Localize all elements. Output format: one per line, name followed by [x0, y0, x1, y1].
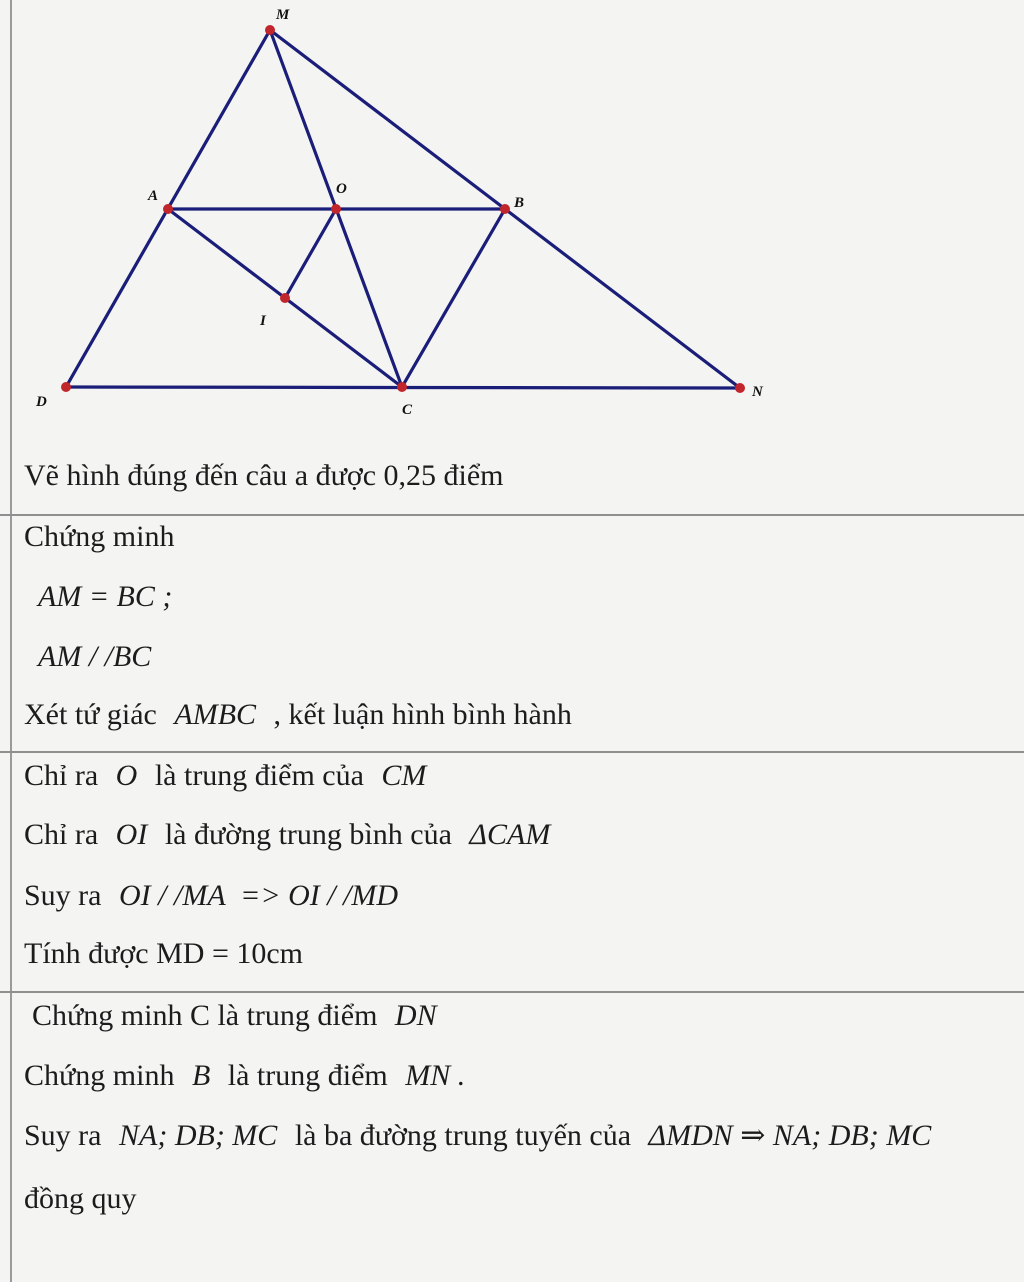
md-length-text: Tính được MD = 10cm [24, 937, 304, 970]
parallel-oi-pre: Suy ra [24, 879, 102, 912]
label-I: I [260, 313, 266, 329]
segment-BC [402, 209, 505, 387]
point-D [61, 382, 71, 392]
equation-am-bc-text: AM = BC ; [38, 580, 173, 613]
point-I [280, 293, 290, 303]
parallel-am-bc-text: AM / /BC [38, 640, 152, 673]
concurrent-line [24, 1181, 137, 1217]
section1-heading-text: Chứng minh [24, 520, 175, 553]
midpoint-o-point: O [115, 759, 138, 792]
section1-heading [24, 519, 174, 555]
midline-oi-line [24, 817, 550, 853]
midpoint-b-mid: là trung điểm [227, 1059, 388, 1092]
midpoint-b-segment: MN . [405, 1059, 466, 1092]
point-A [163, 204, 173, 214]
row-divider [0, 991, 1024, 993]
midpoint-c-line [32, 998, 437, 1034]
medians-line [24, 1118, 931, 1154]
medians-pre: Suy ra [24, 1119, 102, 1152]
geometry-figure [0, 0, 800, 430]
point-N [735, 383, 745, 393]
label-A: A [148, 188, 159, 204]
quadrilateral-conclusion [24, 697, 572, 733]
midline-oi-pre: Chỉ ra [24, 818, 99, 851]
medians-triangle: ΔMDN ⇒ NA; DB; MC [648, 1119, 932, 1152]
medians-lines: NA; DB; MC [119, 1119, 278, 1152]
midpoint-o-pre: Chỉ ra [24, 759, 99, 792]
row-divider [0, 514, 1024, 516]
quadrilateral-pre: Xét tứ giác [24, 698, 157, 731]
label-C: C [402, 402, 413, 418]
concurrent-text: đồng quy [24, 1182, 137, 1215]
quadrilateral-post: , kết luận hình bình hành [273, 698, 572, 731]
md-length-line [24, 936, 303, 972]
label-M: M [276, 7, 290, 23]
medians-mid: là ba đường trung tuyến của [294, 1119, 632, 1152]
quadrilateral-name: AMBC [174, 698, 257, 731]
label-D: D [36, 394, 47, 410]
parallel-oi-math: OI / /MA => OI / /MD [119, 879, 399, 912]
midpoint-b-point: B [191, 1059, 211, 1092]
label-B: B [514, 195, 525, 211]
midpoint-b-pre: Chứng minh [24, 1059, 175, 1092]
parallel-am-bc [38, 639, 151, 675]
figure-score-text: Vẽ hình đúng đến câu a được 0,25 điểm [24, 459, 504, 492]
point-M [265, 25, 275, 35]
point-O [331, 204, 341, 214]
parallel-oi-line [24, 878, 398, 914]
segment-OI [285, 209, 336, 298]
point-B [500, 204, 510, 214]
midpoint-b-line [24, 1058, 465, 1094]
midpoint-o-mid: là trung điểm của [154, 759, 364, 792]
point-C [397, 382, 407, 392]
midpoint-c-segment: DN [394, 999, 437, 1032]
midline-oi-mid: là đường trung bình của [164, 818, 452, 851]
midpoint-o-segment: CM [381, 759, 427, 792]
figure-score-note [24, 458, 504, 494]
midpoint-c-pre: Chứng minh C là trung điểm [32, 999, 378, 1032]
midline-oi-triangle: ΔCAM [469, 818, 551, 851]
equation-am-bc [38, 579, 172, 615]
midpoint-o-line [24, 758, 426, 794]
row-divider [0, 751, 1024, 753]
label-O: O [336, 181, 347, 197]
midline-oi-segment: OI [115, 818, 148, 851]
label-N: N [752, 384, 763, 400]
